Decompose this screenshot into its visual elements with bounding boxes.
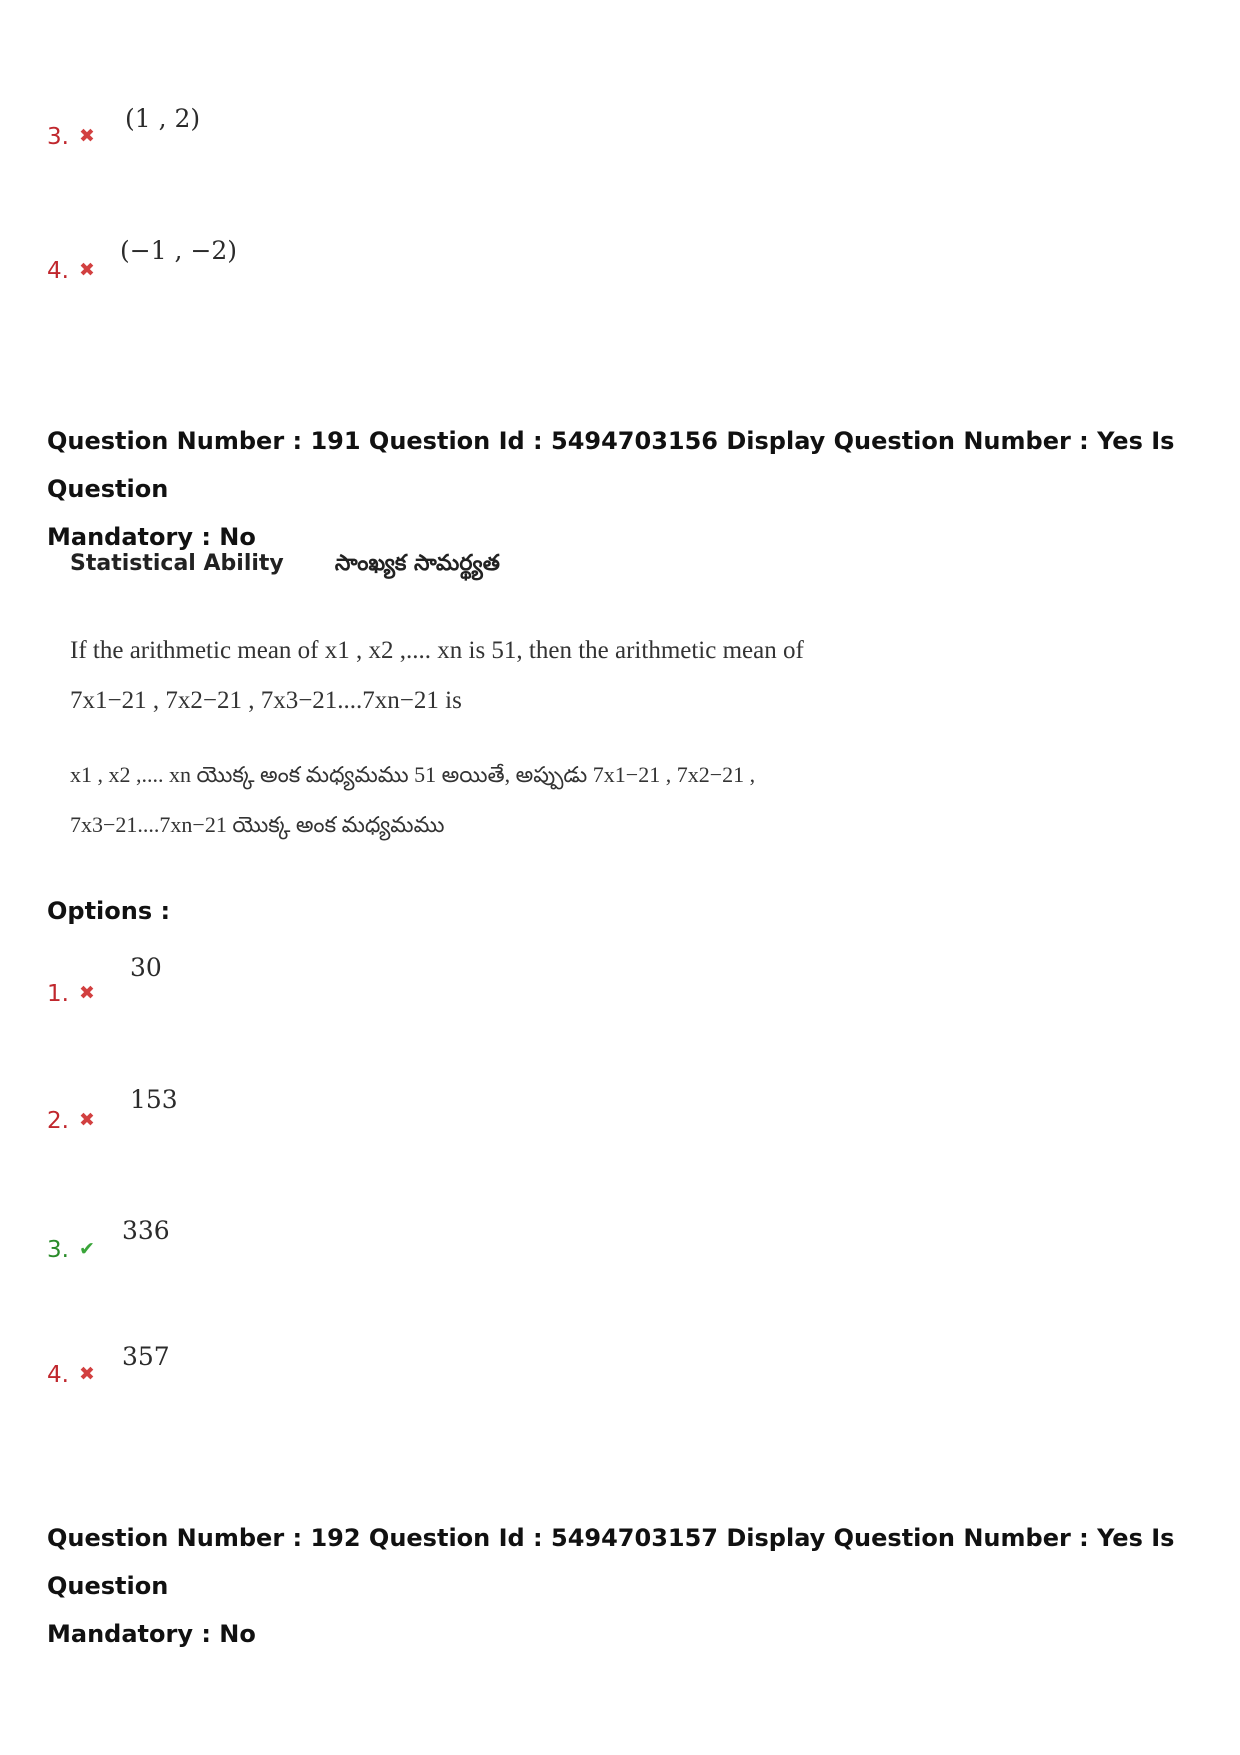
stem-telugu-line2: 7x3−21....7xn−21 యొక్క అంక మధ్యమము bbox=[70, 812, 445, 837]
stem-english-line1: If the arithmetic mean of x1 , x2 ,.... xn is 51, then the arithmetic mean of bbox=[70, 637, 804, 664]
cross-icon: ✖ bbox=[78, 125, 95, 147]
options-label: Options : bbox=[47, 897, 171, 925]
option-2-value: 153 bbox=[130, 1085, 178, 1114]
cross-icon: ✖ bbox=[78, 1363, 95, 1385]
question-stem-telugu bbox=[70, 750, 1070, 850]
option-1-value: 30 bbox=[130, 953, 162, 982]
prev-option-4-value: (−1 , −2) bbox=[120, 236, 238, 265]
cross-icon: ✖ bbox=[78, 982, 95, 1004]
check-icon: ✔ bbox=[78, 1238, 95, 1260]
option-2 bbox=[47, 1108, 95, 1134]
subject-telugu: సాంఖ్యక సామర్థ్యత bbox=[334, 551, 500, 576]
prev-option-3 bbox=[47, 124, 95, 150]
stem-telugu-line1: x1 , x2 ,.... xn యొక్క అంక మధ్యమము 51 అయితే, అప్పుడు 7x1−21 , 7x2−21 , bbox=[70, 762, 756, 787]
question-header-line2: Mandatory : No bbox=[47, 523, 256, 551]
cross-icon: ✖ bbox=[78, 259, 95, 281]
stem-english-line2: 7x1−21 , 7x2−21 , 7x3−21....7xn−21 is bbox=[70, 687, 462, 714]
question-header-line1: Question Number : 191 Question Id : 5494703156 Display Question Number : Yes Is Question bbox=[47, 427, 1175, 503]
question-stem-english bbox=[70, 626, 970, 726]
option-number: 4. bbox=[47, 258, 69, 284]
option-number: 2. bbox=[47, 1108, 69, 1134]
question-header-191 bbox=[47, 417, 1207, 561]
option-3-value: 336 bbox=[122, 1216, 170, 1245]
option-3 bbox=[47, 1237, 95, 1263]
option-4-value: 357 bbox=[122, 1342, 170, 1371]
question-header-192 bbox=[47, 1514, 1207, 1658]
question-header-line1: Question Number : 192 Question Id : 5494703157 Display Question Number : Yes Is Question bbox=[47, 1524, 1175, 1600]
option-number: 3. bbox=[47, 124, 69, 150]
cross-icon: ✖ bbox=[78, 1109, 95, 1131]
option-1 bbox=[47, 981, 95, 1007]
subject-english: Statistical Ability bbox=[70, 551, 284, 576]
prev-option-3-value: (1 , 2) bbox=[125, 104, 201, 133]
question-header-line2: Mandatory : No bbox=[47, 1620, 256, 1648]
subject-line bbox=[70, 551, 500, 581]
option-number: 1. bbox=[47, 981, 69, 1007]
prev-option-4 bbox=[47, 258, 95, 284]
option-number: 3. bbox=[47, 1237, 69, 1263]
option-number: 4. bbox=[47, 1362, 69, 1388]
option-4 bbox=[47, 1362, 95, 1388]
